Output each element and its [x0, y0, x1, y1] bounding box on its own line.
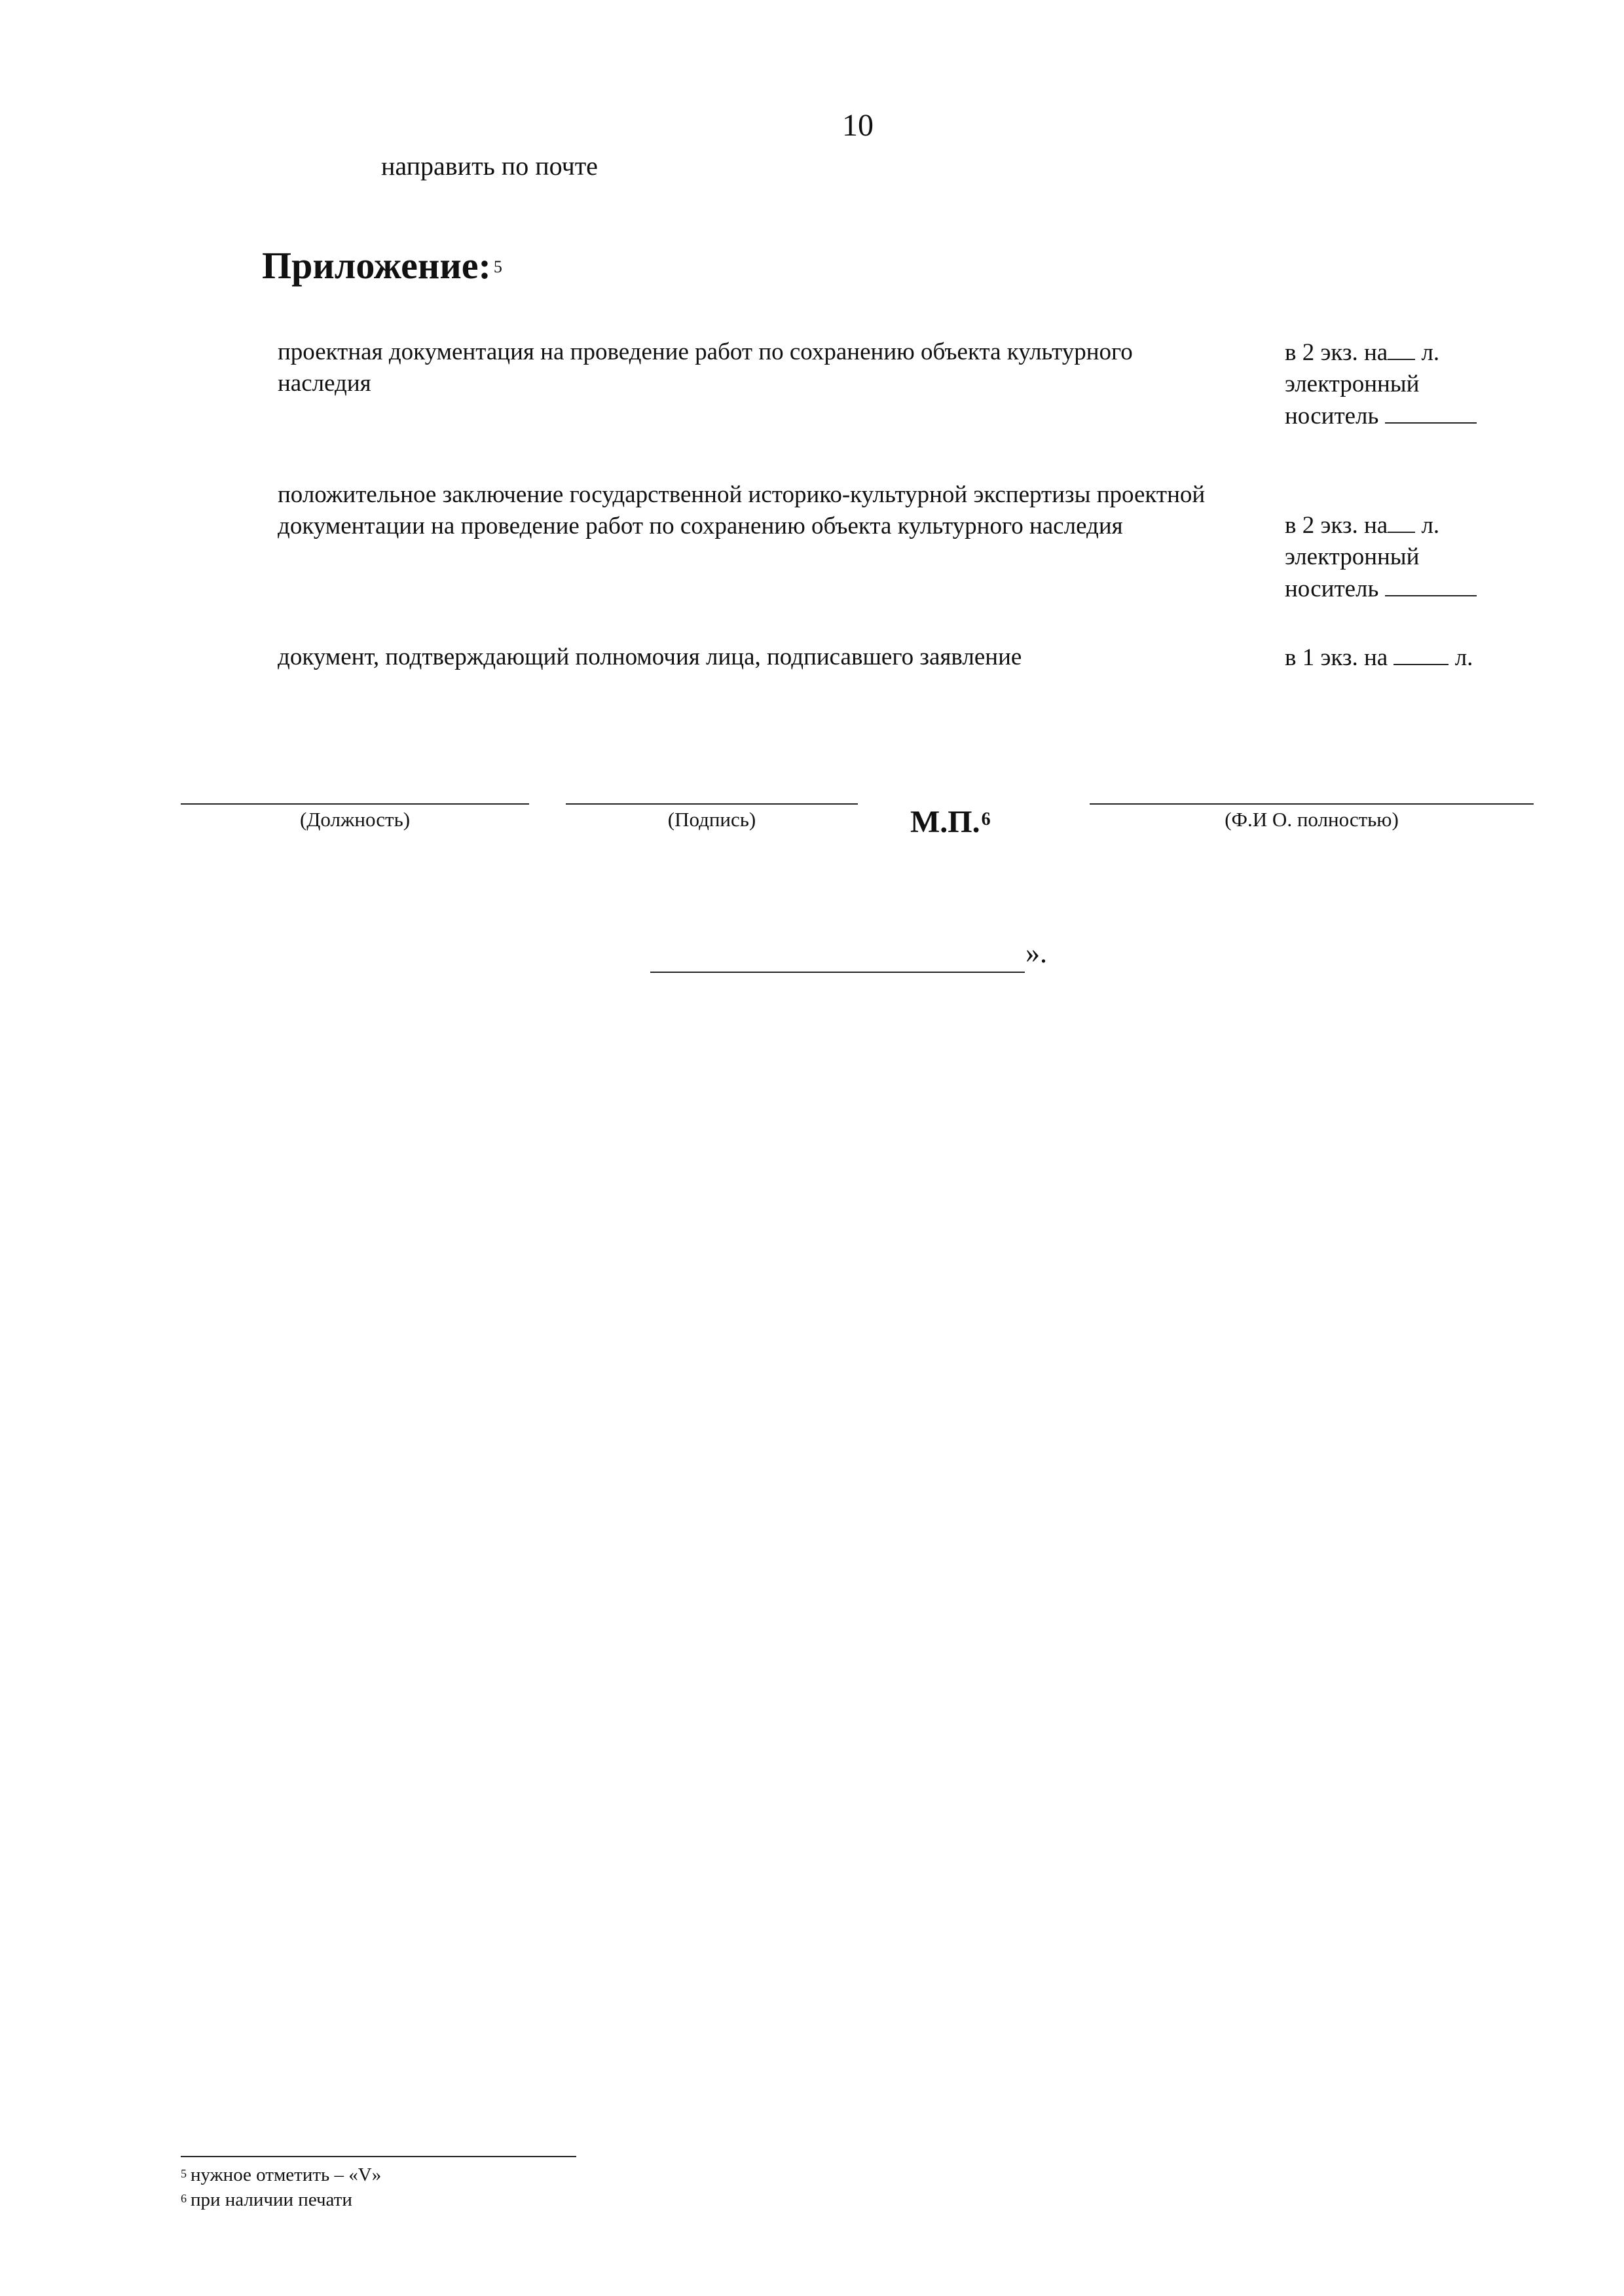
- closing-quote: ».: [1025, 937, 1047, 969]
- appendix-item-1-quantity: [1285, 337, 1501, 432]
- appendix-heading-text: Приложение:: [262, 244, 491, 287]
- qty-line-copies: в 2 экз. на л.: [1285, 509, 1501, 541]
- mail-option-text: направить по почте: [381, 151, 598, 181]
- qty-line-electronic: электронный: [1285, 543, 1420, 570]
- appendix-item-2-quantity: [1285, 509, 1501, 605]
- closing-line: [650, 972, 1025, 973]
- appendix-heading: [262, 242, 502, 289]
- qty-line-medium: носитель: [1285, 573, 1501, 605]
- pages-blank: [1388, 337, 1415, 360]
- footnote-separator: [181, 2156, 576, 2157]
- footnote-6: $^6$ при наличии печати: [181, 2189, 352, 2210]
- stamp-label: М.П.$^6$: [910, 805, 991, 839]
- pages-blank: [1388, 509, 1415, 533]
- qty-line-electronic: электронный: [1285, 371, 1420, 397]
- full-name-caption: (Ф.И О. полностью): [1225, 808, 1399, 831]
- appendix-item-1-description: проектная документация на проведение работ по сохранению объекта культурного наследия: [278, 338, 1133, 397]
- heading-footnote-ref: 5: [493, 257, 502, 276]
- signature-caption: (Подпись): [667, 808, 756, 831]
- qty-line-copies: в 1 экз. на л.: [1285, 642, 1501, 674]
- qty-line-medium: носитель: [1285, 400, 1501, 432]
- position-caption: (Должность): [299, 808, 411, 831]
- appendix-item-2-description: положительное заключение государственной историко-культурной экспертизы проектной документации на проведение работ по сохранению объекта культурного наследия: [278, 481, 1206, 539]
- appendix-item-3-description: документ, подтверждающий полномочия лица, подписавшего заявление: [278, 644, 1022, 670]
- page-number: 10: [842, 108, 874, 143]
- medium-blank: [1385, 573, 1477, 596]
- stamp-footnote-ref: 6: [981, 809, 991, 829]
- qty-line-copies: в 2 экз. на л.: [1285, 337, 1501, 369]
- position-signature-line: [181, 803, 529, 805]
- signature-line: [566, 803, 858, 805]
- medium-blank: [1385, 400, 1477, 424]
- pages-blank: [1393, 642, 1449, 665]
- appendix-item-3-quantity: [1285, 642, 1501, 674]
- footnote-5: $^5$ нужное отметить – «V»: [181, 2164, 382, 2185]
- full-name-line: [1090, 803, 1534, 805]
